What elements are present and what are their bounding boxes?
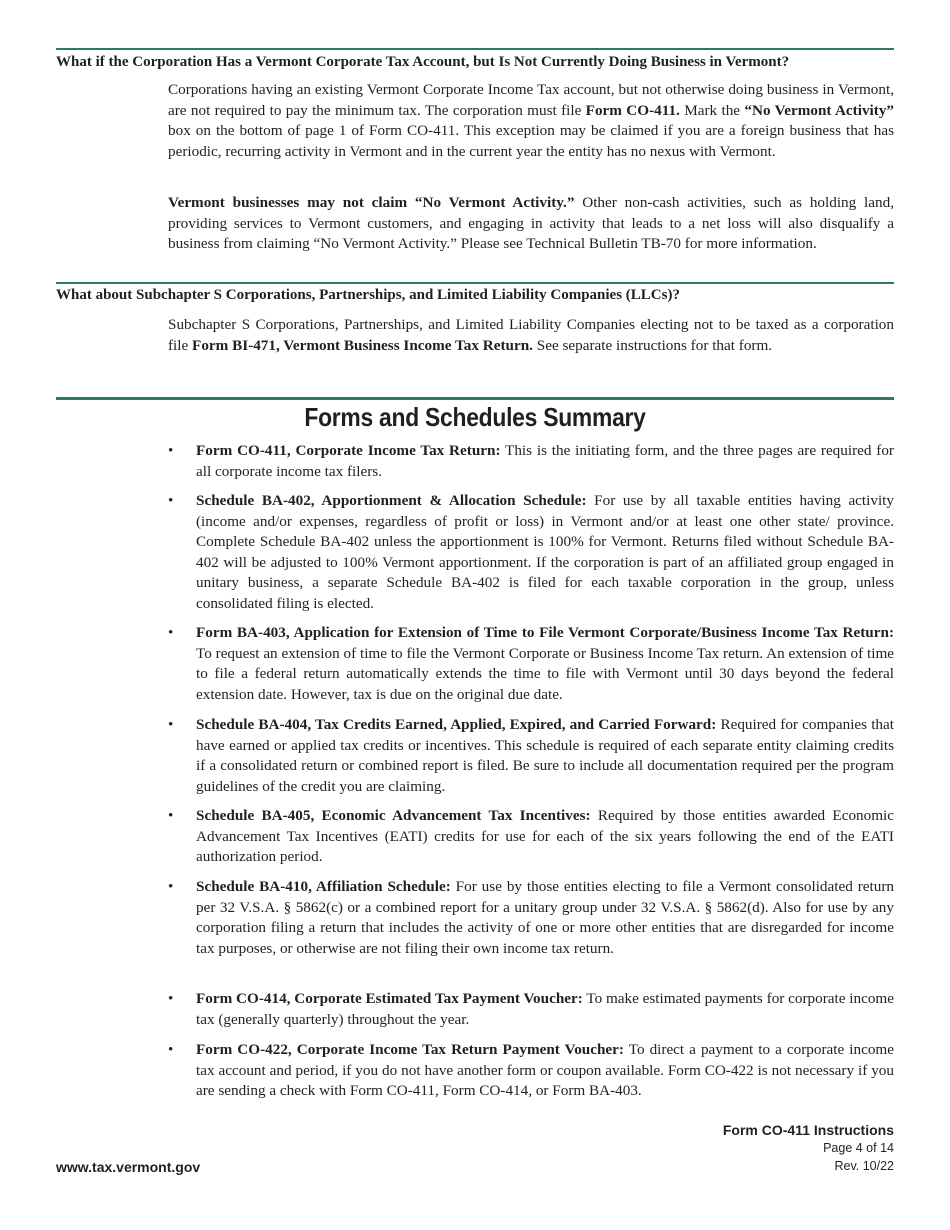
- section-divider: [56, 48, 894, 50]
- list-item: • Form CO-414, Corporate Estimated Tax Payment Voucher: To make estimated payments for corporate income tax (generally quarterly) throughout the year.: [168, 990, 894, 1028]
- paragraph-subchapter-s: Subchapter S Corporations, Partnerships, and Limited Liability Companies electing not to be taxed as a corporation file Form BI-471, Vermont Business Income Tax Return. See separate instructions for that form.: [168, 316, 894, 354]
- paragraph-vermont-businesses: Vermont businesses may not claim “No Vermont Activity.” Other non-cash activities, such as holding land, providing services to Vermont customers, and engaging in activity that leads to a net loss will also disqualify a business from claiming “No Vermont Activity.” Please see Technical Bulletin TB-70 for more information.: [168, 194, 895, 252]
- list-item: • Form CO-411, Corporate Income Tax Return: This is the initiating form, and the three pages are required for all corporate income tax filers.: [168, 442, 894, 480]
- footer-form-name: Form CO-411 Instructions: [722, 1122, 894, 1138]
- footer-page-number: Page 4 of 14: [823, 1141, 894, 1155]
- bullet-icon: •: [168, 807, 174, 824]
- question-heading-subchapter-s: What about Subchapter S Corporations, Partnerships, and Limited Liability Companies (LLCs)?: [56, 287, 680, 303]
- list-item: • Form BA-403, Application for Extension of Time to File Vermont Corporate/Business Income Tax Return: To request an extension of time to file the Vermont Corporate or Business Income Tax return. An extension of time to file a federal return automatically extends the time to file with Vermont until 30 days beyond the federal extension date. However, tax is due on the original due date.: [168, 624, 894, 703]
- bullet-icon: •: [168, 990, 174, 1007]
- section-divider: [56, 397, 894, 400]
- bullet-icon: •: [168, 442, 174, 459]
- question-heading-no-activity: What if the Corporation Has a Vermont Corporate Tax Account, but Is Not Currently Doing Business in Vermont?: [56, 54, 790, 70]
- list-item: • Schedule BA-405, Economic Advancement Tax Incentives: Required by those entities awarded Economic Advancement Tax Incentives (EATI) credits for use for each of the six years following the end of the EATI authorization period.: [168, 807, 894, 865]
- section-divider: [56, 282, 894, 284]
- bullet-icon: •: [168, 624, 174, 641]
- section-title: Forms and Schedules Summary: [304, 402, 646, 432]
- paragraph-no-activity: Corporations having an existing Vermont Corporate Income Tax account, but not otherwise doing business in Vermont, are not required to pay the minimum tax. The corporation must file Form CO-411. Mark the “No Vermont Activity” box on the bottom of page 1 of Form CO-411. This exception may be claimed if you are a foreign business that has periodic, recurring activity in Vermont and in the current year the entity has no nexus with Vermont.: [168, 81, 895, 160]
- bullet-icon: •: [168, 716, 174, 733]
- bullet-icon: •: [168, 1041, 174, 1058]
- list-item: • Form CO-422, Corporate Income Tax Return Payment Voucher: To direct a payment to a corporate income tax account and period, if you do not have another form or coupon available. Form CO-422 is not necessary if you are sending a check with Form CO-411, Form CO-414, or Form BA-403.: [168, 1041, 894, 1099]
- footer-revision: Rev. 10/22: [834, 1159, 894, 1173]
- list-item: • Schedule BA-402, Apportionment & Allocation Schedule: For use by all taxable entities having activity (income and/or expenses, regardless of profit or loss) in Vermont and/or at least one other state/ province. Complete Schedule BA-402 unless the apportionment is 100% for Vermont. Returns filed without Schedule BA-402 will be adjusted to 100% Vermont apportionment. If the corporation is part of an affiliated group engaged in unitary business, a separate Schedule BA-402 is filed for each taxable corporation in the group, unless consolidated filing is elected.: [168, 492, 894, 612]
- list-item: • Schedule BA-410, Affiliation Schedule: For use by those entities electing to file a Vermont consolidated return per 32 V.S.A. § 5862(c) or a combined report for a unitary group under 32 V.S.A. § 5862(d). Also for use by any corporation filing a return that includes the activity of one or more other entities that are disregarded for income tax purposes, or otherwise are not filing their own income tax return.: [168, 878, 894, 957]
- footer-website-link[interactable]: www.tax.vermont.gov: [56, 1159, 201, 1175]
- bullet-icon: •: [168, 492, 174, 509]
- bullet-icon: •: [168, 878, 174, 895]
- list-item: • Schedule BA-404, Tax Credits Earned, Applied, Expired, and Carried Forward: Required for companies that have earned or applied tax credits or incentives. This schedule is required of each separate entity claiming credits if a consolidated return or combined report is filed. Be sure to include all documentation required per the program guidelines of the credit you are claiming.: [168, 716, 894, 795]
